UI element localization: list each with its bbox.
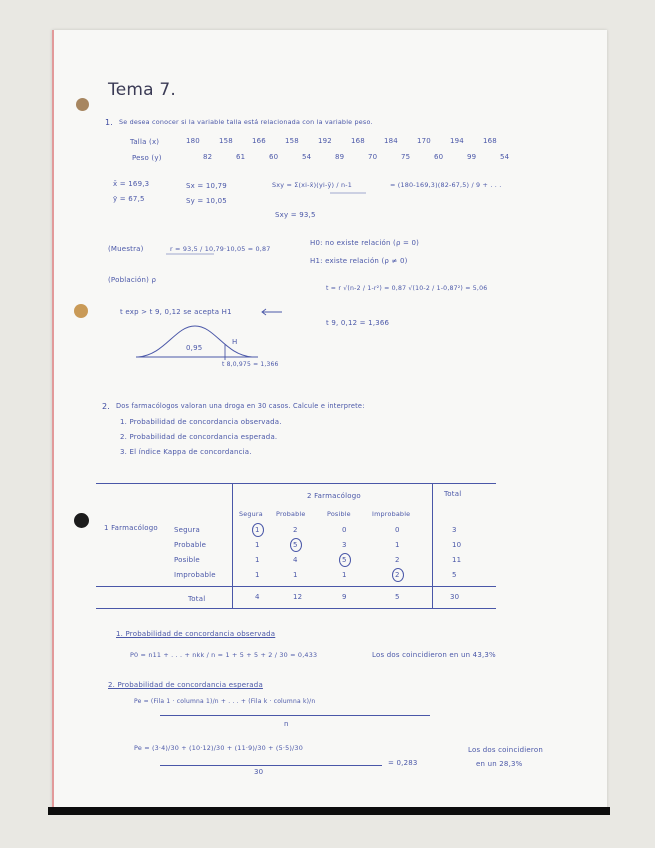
peso-value: 54: [302, 153, 312, 161]
peso-value: 70: [368, 153, 378, 161]
table-row-label: Probable: [174, 541, 207, 549]
answer-2-interpretation-line-2: en un 28,3%: [476, 760, 523, 768]
ex2-number: 2.: [102, 402, 111, 411]
table-bottom-line: [96, 608, 496, 609]
table-col-header: Segura: [239, 510, 263, 518]
table-cell: 0: [395, 526, 400, 534]
test-conclusion: t exp > t 9, 0,12 se acepta H1: [120, 308, 232, 316]
table-cell: 1: [255, 571, 260, 579]
mean-y: ȳ = 67,5: [113, 195, 145, 203]
table-footer-cell: 9: [342, 593, 347, 601]
mean-x: x̄ = 169,3: [113, 180, 150, 188]
alt-hypothesis: H1: existe relación (ρ ≠ 0): [310, 257, 408, 265]
talla-value: 170: [417, 137, 431, 145]
table-cell: 1: [255, 556, 260, 564]
peso-value: 60: [269, 153, 279, 161]
answer-2-formula-denominator: n: [284, 720, 289, 728]
table-col-header: Posible: [327, 510, 351, 518]
table-row-label: Segura: [174, 526, 200, 534]
talla-value: 158: [285, 137, 299, 145]
answer-1-title: 1. Probabilidad de concordancia observada: [116, 630, 276, 638]
t-table-value: t 9, 0,12 = 1,366: [326, 319, 390, 327]
answer-2-title: 2. Probabilidad de concordancia esperada: [108, 681, 263, 689]
table-row-total: 11: [452, 556, 462, 564]
answer-1-interpretation: Los dos coincidieron en un 43,3%: [372, 651, 496, 659]
table-row-label: Posible: [174, 556, 200, 564]
ex2-item-2: 2. Probabilidad de concordancia esperada.: [120, 433, 278, 441]
answer-2-calc-denominator: 30: [254, 768, 264, 776]
peso-value: 60: [434, 153, 444, 161]
table-row-total: 10: [452, 541, 462, 549]
table-cell: 0: [342, 526, 347, 534]
poblacion-label: (Población) ρ: [108, 276, 157, 284]
table-right-divider: [432, 483, 433, 608]
covariance-expansion: = (180-169,3)(82-67,5) / 9 + . . .: [390, 181, 502, 189]
peso-label: Peso (y): [132, 154, 162, 162]
ex1-number: 1.: [105, 118, 114, 127]
table-cell: 2: [395, 571, 400, 579]
table-footer-cell: 4: [255, 593, 260, 601]
answer-2-result: = 0,283: [388, 759, 418, 767]
table-cell: 1: [395, 541, 400, 549]
answer-2-fraction-bar: [160, 715, 430, 716]
covariance-formula: Sxy = Σ(xi-x̄)(yi-ȳ) / n-1: [272, 181, 352, 189]
page-title: Tema 7.: [108, 80, 176, 100]
peso-value: 75: [401, 153, 411, 161]
peso-value: 99: [467, 153, 477, 161]
answer-2-formula: Pe = (Fila 1 · columna 1)/n + . . . + (Fila k · columna k)/n: [134, 698, 316, 705]
talla-value: 180: [186, 137, 200, 145]
talla-label: Talla (x): [130, 138, 160, 146]
r-calculation: r = 93,5 / 10,79·10,05 = 0,87: [170, 245, 271, 253]
table-cell: 3: [342, 541, 347, 549]
talla-value: 166: [252, 137, 266, 145]
ex2-item-1: 1. Probabilidad de concordancia observada.: [120, 418, 282, 426]
answer-2-calc-bar: [160, 765, 382, 766]
talla-value: 192: [318, 137, 332, 145]
bell-axis-label: t 8,0,975 = 1,366: [222, 361, 279, 368]
table-cell: 1: [342, 571, 347, 579]
diagonal-circle: [252, 523, 264, 537]
peso-value: 61: [236, 153, 246, 161]
table-footer-cell: 12: [293, 593, 303, 601]
peso-value: 89: [335, 153, 345, 161]
table-row-total: 5: [452, 571, 457, 579]
table-left-divider: [232, 483, 233, 608]
ex1-statement: Se desea conocer si la variable talla está relacionada con la variable peso.: [119, 118, 373, 126]
diagonal-circle: [339, 553, 351, 567]
diagonal-circle: [290, 538, 302, 552]
ex2-item-3: 3. El índice Kappa de concordancia.: [120, 448, 252, 456]
table-footer-cell: 5: [395, 593, 400, 601]
null-hypothesis: H0: no existe relación (ρ = 0): [310, 239, 420, 247]
answer-2-interpretation-line-1: Los dos coincidieron: [468, 746, 543, 754]
table-cell: 1: [255, 526, 260, 534]
table-cell: 5: [293, 541, 298, 549]
table-cell: 2: [293, 526, 298, 534]
talla-value: 184: [384, 137, 398, 145]
bell-center-label: 0,95: [186, 344, 203, 352]
peso-value: 82: [203, 153, 213, 161]
t-statistic-calculation: t = r √(n-2 / 1-r²) = 0,87 √(10-2 / 1-0,87²) = 5,06: [326, 285, 488, 292]
bell-side-label: H: [232, 338, 238, 346]
table-top-line: [96, 483, 496, 484]
talla-value: 168: [351, 137, 365, 145]
table-col-header: Improbable: [372, 510, 411, 518]
table-cell: 4: [293, 556, 298, 564]
answer-1-formula: P0 = n11 + . . . + nkk / n = 1 + 5 + 5 + 2 / 30 = 0,433: [130, 651, 318, 659]
table-cell: 5: [342, 556, 347, 564]
talla-value: 158: [219, 137, 233, 145]
muestra-label: (Muestra): [108, 245, 144, 253]
table-cell: 2: [395, 556, 400, 564]
table-col-header: Probable: [276, 510, 306, 518]
answer-2-calculation: Pe = (3·4)/30 + (10·12)/30 + (11·9)/30 + (5·5)/30: [134, 744, 303, 752]
std-y: Sy = 10,05: [186, 197, 227, 205]
table-cell: 1: [293, 571, 298, 579]
table-row-group: 1 Farmacólogo: [104, 524, 158, 532]
talla-value: 168: [483, 137, 497, 145]
covariance-result: Sxy = 93,5: [275, 211, 316, 219]
diagonal-circle: [392, 568, 404, 582]
table-cell: 1: [255, 541, 260, 549]
table-row-total: 3: [452, 526, 457, 534]
table-footer-total: 30: [450, 593, 460, 601]
table-total-header: Total: [444, 490, 462, 498]
peso-value: 54: [500, 153, 510, 161]
table-col-group: 2 Farmacólogo: [307, 492, 361, 500]
std-x: Sx = 10,79: [186, 182, 227, 190]
table-footer-label: Total: [188, 595, 206, 603]
ex2-statement: Dos farmacólogos valoran una droga en 30 casos. Calcule e interprete:: [116, 402, 365, 410]
table-footer-line: [96, 586, 496, 587]
talla-value: 194: [450, 137, 464, 145]
table-row-label: Improbable: [174, 571, 216, 579]
